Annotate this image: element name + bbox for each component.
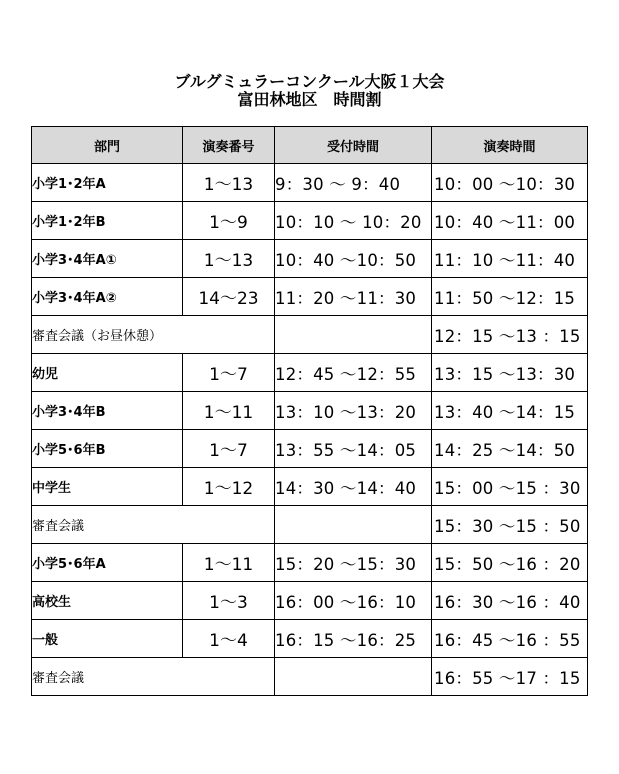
table-row: [32, 620, 588, 658]
break-label-cell: 審査会議: [32, 506, 275, 544]
performance-cell: 10：40 ～11：00: [432, 202, 588, 240]
performance-cell: 16：45 ～16 ：55: [432, 620, 588, 658]
header-reception-time: 受付時間: [275, 127, 432, 164]
performance-cell: 15：30 ～15 ：50: [432, 506, 588, 544]
number-cell: 1～11: [183, 544, 275, 582]
reception-cell-empty: [275, 658, 432, 696]
table-row-break: [32, 506, 588, 544]
performance-cell: 16：30 ～16 ：40: [432, 582, 588, 620]
reception-cell: 16：15 ～16：25: [275, 620, 432, 658]
number-cell: 14～23: [183, 278, 275, 316]
number-cell: 1～4: [183, 620, 275, 658]
performance-cell: 13：15 ～13：30: [432, 354, 588, 392]
department-cell: 小学3･4年B: [32, 392, 183, 430]
department-cell: 小学5･6年A: [32, 544, 183, 582]
break-label-cell: 審査会議: [32, 658, 275, 696]
department-cell: 一般: [32, 620, 183, 658]
reception-cell: 14：30 ～14：40: [275, 468, 432, 506]
table-row: [32, 354, 588, 392]
department-cell: 幼児: [32, 354, 183, 392]
table-row: [32, 430, 588, 468]
reception-cell: 12：45 ～12：55: [275, 354, 432, 392]
table-row: [32, 544, 588, 582]
document-title: ブルグミュラーコンクール大阪１大会: [174, 72, 445, 91]
table-row: [32, 278, 588, 316]
table-row-break: [32, 658, 588, 696]
performance-cell: 10：00 ～10：30: [432, 164, 588, 202]
header-performance-time: 演奏時間: [432, 127, 588, 164]
header-row: [32, 127, 588, 164]
performance-cell: 11：50 ～12：15: [432, 278, 588, 316]
reception-cell: 10：40 ～10：50: [275, 240, 432, 278]
reception-cell-empty: [275, 316, 432, 354]
reception-cell-empty: [275, 506, 432, 544]
department-cell: 小学1･2年B: [32, 202, 183, 240]
table-row: [32, 164, 588, 202]
break-label-cell: 審査会議（お昼休憩）: [32, 316, 275, 354]
performance-cell: 12：15 ～13 ：15: [432, 316, 588, 354]
reception-cell: 9：30 ～ 9：40: [275, 164, 432, 202]
table-row: [32, 468, 588, 506]
performance-cell: 13：40 ～14：15: [432, 392, 588, 430]
schedule-table: [31, 126, 588, 696]
number-cell: 1～13: [183, 164, 275, 202]
table-row: [32, 392, 588, 430]
number-cell: 1～7: [183, 354, 275, 392]
performance-cell: 15：00 ～15 ：30: [432, 468, 588, 506]
reception-cell: 13：10 ～13：20: [275, 392, 432, 430]
department-cell: 小学1･2年A: [32, 164, 183, 202]
table-row-break: [32, 316, 588, 354]
header-performance-number: 演奏番号: [183, 127, 275, 164]
performance-cell: 11：10 ～11：40: [432, 240, 588, 278]
department-cell: 中学生: [32, 468, 183, 506]
reception-cell: 11：20 ～11：30: [275, 278, 432, 316]
number-cell: 1～11: [183, 392, 275, 430]
number-cell: 1～7: [183, 430, 275, 468]
department-cell: 高校生: [32, 582, 183, 620]
reception-cell: 10：10 ～ 10：20: [275, 202, 432, 240]
reception-cell: 13：55 ～14：05: [275, 430, 432, 468]
performance-cell: 16：55 ～17 ：15: [432, 658, 588, 696]
number-cell: 1～3: [183, 582, 275, 620]
reception-cell: 15：20 ～15：30: [275, 544, 432, 582]
table-row: [32, 240, 588, 278]
number-cell: 1～13: [183, 240, 275, 278]
department-cell: 小学5･6年B: [32, 430, 183, 468]
department-cell: 小学3･4年A②: [32, 278, 183, 316]
department-cell: 小学3･4年A①: [32, 240, 183, 278]
header-department: 部門: [32, 127, 183, 164]
document-subtitle: 富田林地区 時間割: [237, 90, 382, 109]
reception-cell: 16：00 ～16：10: [275, 582, 432, 620]
table-row: [32, 582, 588, 620]
performance-cell: 15：50 ～16 ：20: [432, 544, 588, 582]
performance-cell: 14：25 ～14：50: [432, 430, 588, 468]
table-row: [32, 202, 588, 240]
number-cell: 1～12: [183, 468, 275, 506]
number-cell: 1～9: [183, 202, 275, 240]
